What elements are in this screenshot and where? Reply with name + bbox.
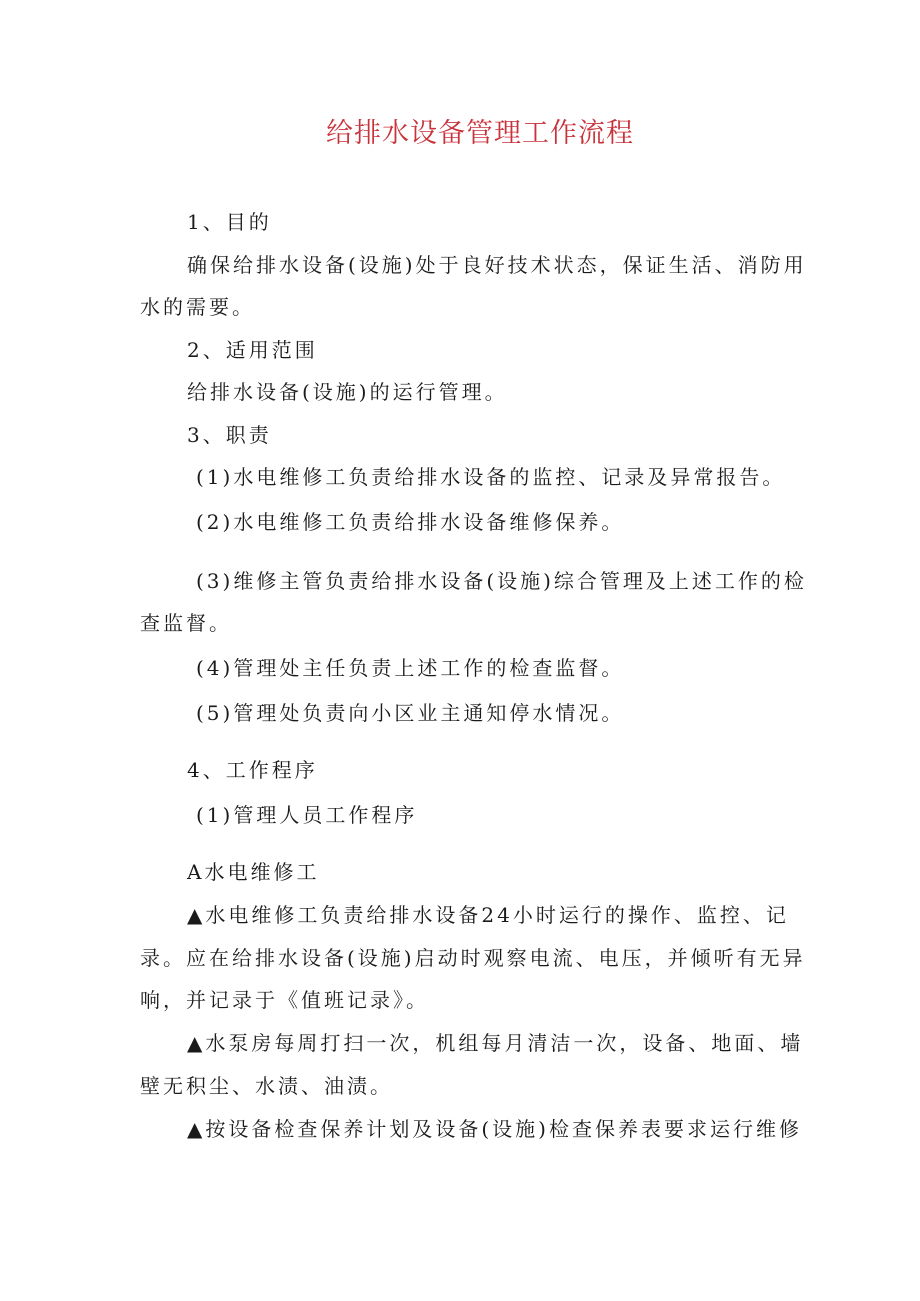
list-item: (5)管理处负责向小区业主通知停水情况。	[196, 701, 625, 725]
paragraph-line: 响，并记录于《值班记录》。	[140, 988, 429, 1012]
list-item: (4)管理处主任负责上述工作的检查监督。	[196, 656, 625, 680]
paragraph-line: 查监督。	[140, 611, 232, 635]
paragraph-line: 水的需要。	[140, 295, 255, 319]
list-item: (3)维修主管负责给排水设备(设施)综合管理及上述工作的检	[196, 569, 807, 593]
paragraph-line: 确保给排水设备(设施)处于良好技术状态，保证生活、消防用	[187, 253, 807, 277]
section-heading-duties: 3、职责	[187, 423, 272, 447]
document-title: 给排水设备管理工作流程	[326, 118, 634, 149]
list-item: (1)水电维修工负责给排水设备的监控、记录及异常报告。	[196, 465, 786, 489]
bullet-line: ▲按设备检查保养计划及设备(设施)检查保养表要求运行维修	[187, 1117, 802, 1141]
bullet-line: ▲水泵房每周打扫一次，机组每月清洁一次，设备、地面、墙	[187, 1031, 804, 1055]
section-heading-scope: 2、适用范围	[187, 338, 318, 362]
paragraph-line: 录。应在给排水设备(设施)启动时观察电流、电压，并倾听有无异	[140, 946, 806, 970]
subsection-heading: A水电维修工	[187, 860, 320, 884]
list-item: (1)管理人员工作程序	[196, 803, 418, 827]
bullet-line: ▲水电维修工负责给排水设备24小时运行的操作、监控、记	[187, 903, 789, 927]
paragraph-line: 给排水设备(设施)的运行管理。	[187, 380, 508, 404]
section-heading-purpose: 1、目的	[187, 210, 272, 234]
list-item: (2)水电维修工负责给排水设备维修保养。	[196, 510, 625, 534]
paragraph-line: 壁无积尘、水渍、油渍。	[140, 1074, 393, 1098]
section-heading-procedure: 4、工作程序	[187, 758, 318, 782]
